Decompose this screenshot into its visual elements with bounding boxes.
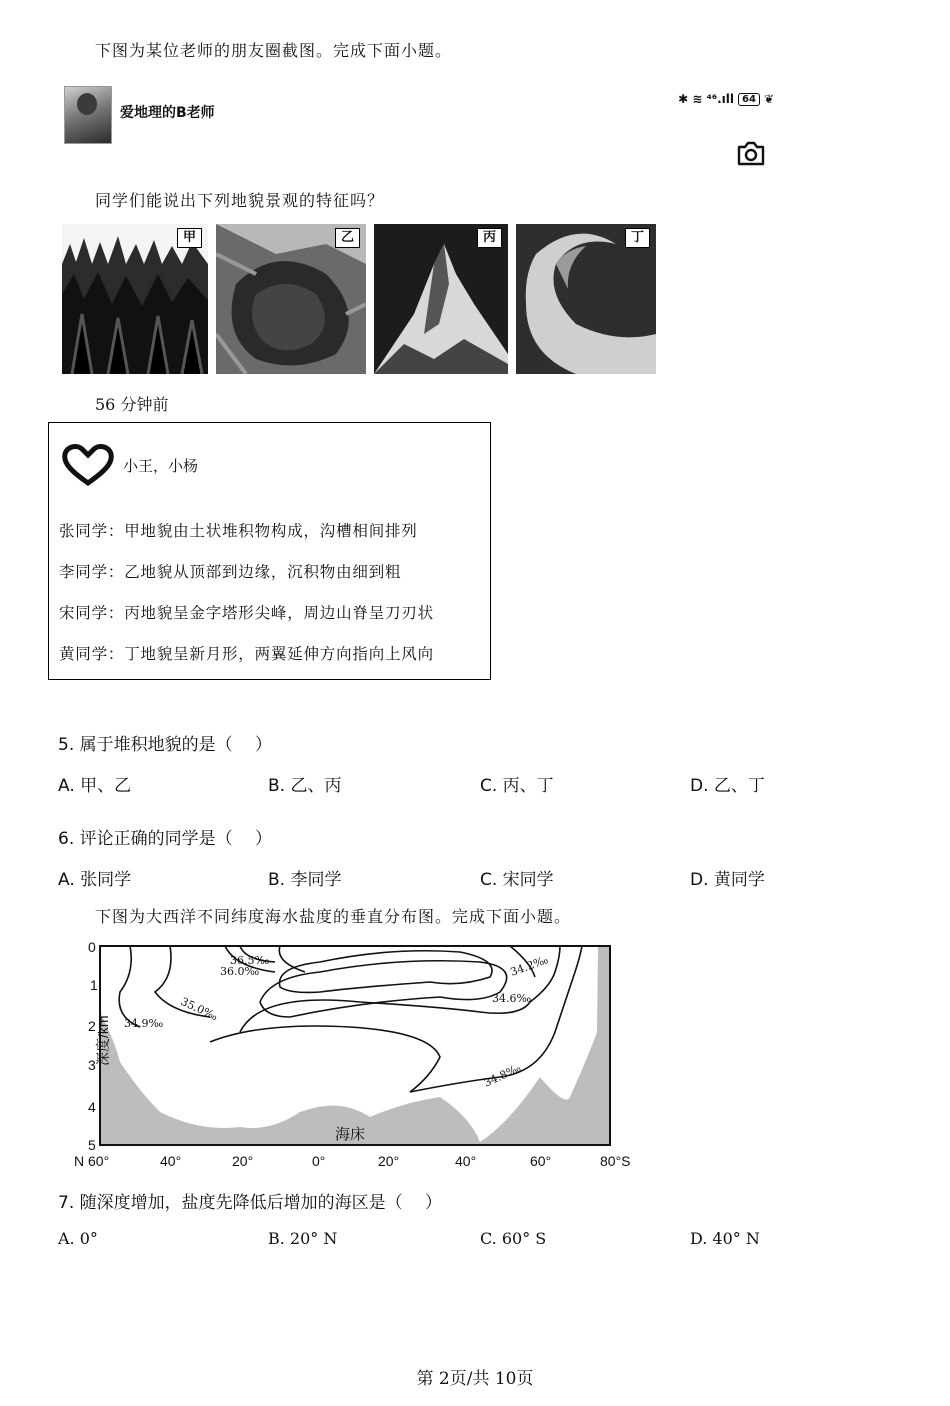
q6-option-c[interactable]: C. 宋同学 — [480, 870, 554, 890]
page-footer: 第 2页/共 10页 — [416, 1369, 534, 1389]
question-5-stem: 5. 属于堆积地貌的是（ ） — [58, 735, 273, 755]
photo-tag: 甲 — [177, 228, 202, 248]
photo-ding[interactable] — [516, 224, 656, 374]
q7-option-a[interactable]: A. 0° — [58, 1229, 98, 1248]
q5-option-b[interactable]: B. 乙、丙 — [268, 776, 342, 796]
photo-tag: 乙 — [335, 228, 360, 248]
leaf-icon: ❦ — [763, 92, 774, 106]
q6-option-a[interactable]: A. 张同学 — [58, 870, 132, 890]
post-question: 同学们能说出下列地貌景观的特征吗？ — [95, 191, 385, 210]
avatar[interactable] — [64, 86, 112, 144]
comment-item: 李同学：乙地貌从顶部到边缘，沉积物由细到粗 — [59, 563, 402, 581]
x-tick: 40° — [160, 1153, 182, 1169]
q5-option-c[interactable]: C. 丙、丁 — [480, 776, 554, 796]
y-tick: 3 — [88, 1057, 96, 1073]
x-tick: 40° — [455, 1153, 477, 1169]
q5-option-d[interactable]: D. 乙、丁 — [690, 776, 765, 796]
heart-icon[interactable] — [61, 443, 115, 487]
y-tick: 1 — [90, 977, 98, 993]
isoline-inner — [280, 951, 493, 993]
question-7-stem: 7. 随深度增加，盐度先降低后增加的海区是（ ） — [58, 1193, 443, 1213]
isoline-label: 36.5‰ — [230, 954, 270, 967]
isoline-label: 34.8‰ — [481, 1061, 523, 1090]
q6-option-b[interactable]: B. 李同学 — [268, 870, 342, 890]
x-tick: 60° — [530, 1153, 552, 1169]
comment-item: 张同学：甲地貌由土状堆积物构成，沟槽相间排列 — [59, 522, 418, 540]
isoline-label: 34.6‰ — [492, 992, 532, 1005]
seabed-label: 海床 — [335, 1125, 366, 1143]
y-tick: 2 — [88, 1018, 96, 1034]
question-6-stem: 6. 评论正确的同学是（ ） — [58, 829, 273, 849]
photo-jia[interactable] — [62, 224, 208, 374]
post-time: 56 分钟前 — [95, 395, 169, 414]
photo-tag: 丁 — [625, 228, 650, 248]
y-tick: 0 — [88, 939, 96, 955]
comment-item: 黄同学：丁地貌呈新月形，两翼延伸方向指向上风向 — [59, 645, 434, 663]
isoline-label: 36.0‰ — [220, 965, 260, 978]
x-tick: N 60° — [74, 1153, 110, 1169]
seabed-area — [100, 946, 610, 1145]
q6-option-d[interactable]: D. 黄同学 — [690, 870, 765, 890]
y-tick: 4 — [88, 1099, 96, 1115]
y-tick: 5 — [88, 1137, 96, 1153]
status-bar — [678, 92, 774, 106]
comment-item: 宋同学：丙地貌呈金字塔形尖峰，周边山脊呈刀刃状 — [59, 604, 434, 622]
x-tick: 20° — [378, 1153, 400, 1169]
x-tick: 0° — [312, 1153, 326, 1169]
isoline-label: 34.9‰ — [124, 1017, 164, 1030]
x-tick: 80°S — [600, 1153, 631, 1169]
q7-option-c[interactable]: C. 60° S — [480, 1229, 547, 1248]
comment-box — [48, 422, 491, 680]
q7-option-d[interactable]: D. 40° N — [690, 1229, 760, 1248]
intro-text-1: 下图为某位老师的朋友圈截图。完成下面小题。 — [95, 41, 453, 60]
username[interactable]: 爱地理的B老师 — [120, 105, 215, 121]
camera-icon[interactable] — [736, 140, 766, 166]
status-icons: ✱ ≋ ⁴⁶.ıll — [678, 92, 735, 106]
isoline-34-9 — [119, 946, 140, 1027]
photo-bing[interactable] — [374, 224, 508, 374]
likes-row — [61, 443, 198, 487]
q7-option-b[interactable]: B. 20° N — [268, 1229, 338, 1248]
salinity-chart — [60, 932, 660, 1172]
q5-option-a[interactable]: A. 甲、乙 — [58, 776, 132, 796]
post-header — [64, 86, 774, 156]
likes-names: 小王，小杨 — [123, 456, 199, 475]
battery-icon: 64 — [738, 93, 760, 106]
isoline-label: 34.2‰ — [508, 953, 550, 979]
y-axis-label: 深度/km — [95, 1015, 111, 1066]
x-tick: 20° — [232, 1153, 254, 1169]
isoline-34-6 — [240, 946, 560, 1032]
isoline-label: 35.0‰ — [178, 994, 220, 1024]
photo-tag: 丙 — [477, 228, 502, 248]
intro-text-2: 下图为大西洋不同纬度海水盐度的垂直分布图。完成下面小题。 — [95, 907, 572, 926]
photo-yi[interactable] — [216, 224, 366, 374]
